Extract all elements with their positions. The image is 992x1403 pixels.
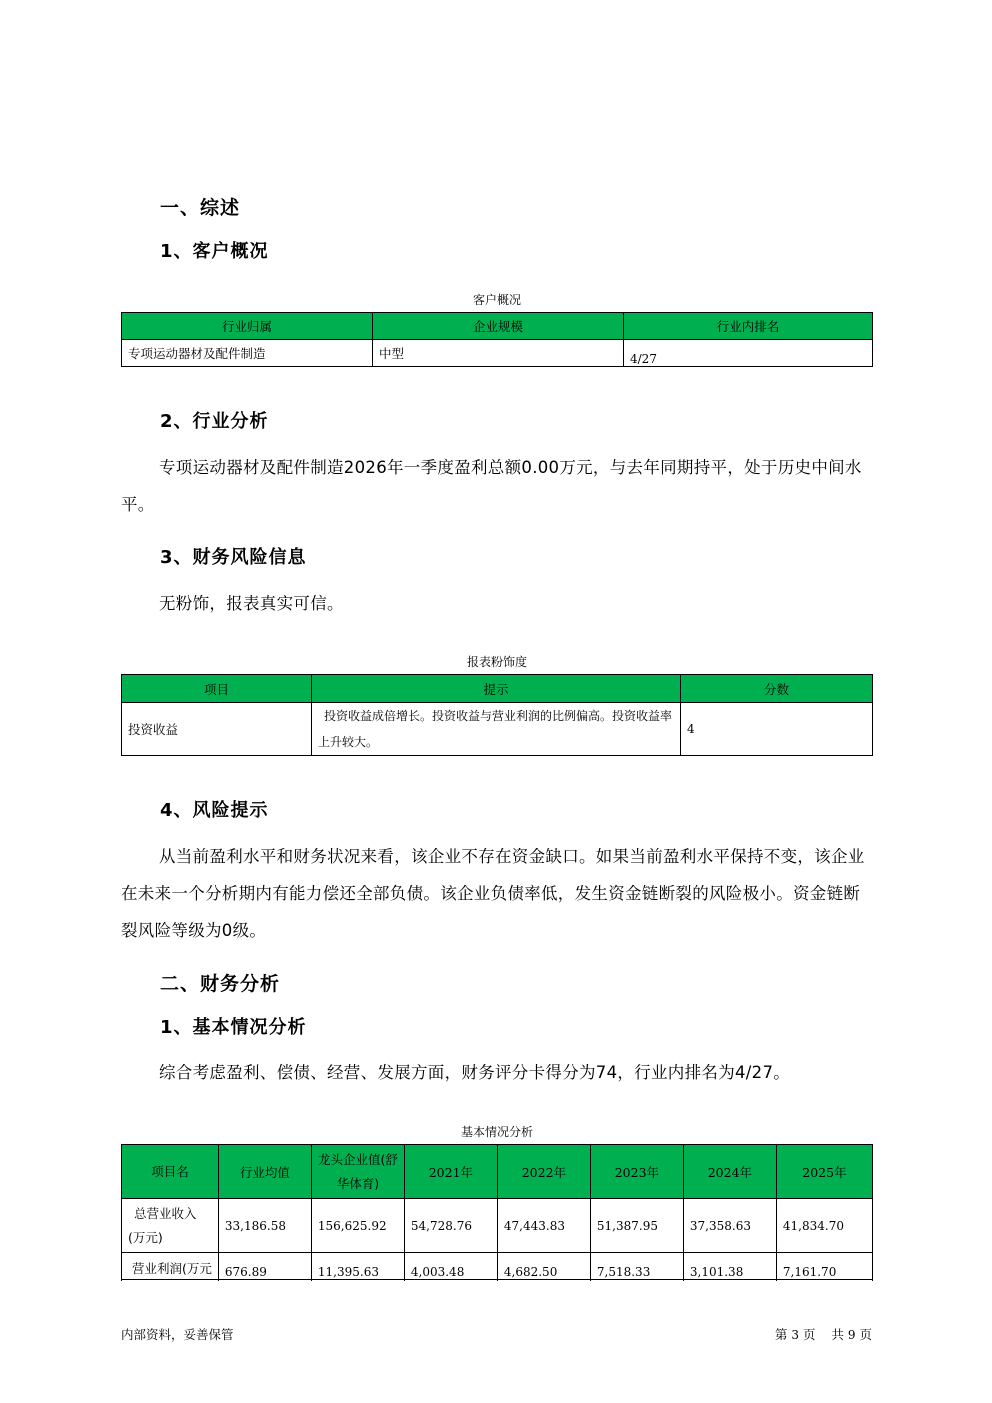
table-cell-value: 4,003.48 bbox=[404, 1253, 497, 1282]
table-caption-window-dressing: 报表粉饰度 bbox=[466, 655, 527, 669]
basic-analysis-table-clip bbox=[121, 1144, 874, 1281]
page-label-mid: 页 共 bbox=[802, 1327, 844, 1342]
page-current: 3 bbox=[791, 1328, 799, 1342]
table-cell-value: 54,728.76 bbox=[404, 1199, 497, 1253]
table-caption-customer: 客户概况 bbox=[472, 293, 521, 307]
table-cell-scale: 中型 bbox=[373, 340, 624, 367]
table-row-label: 总营业收入(万元) bbox=[122, 1199, 219, 1253]
subsection-title-risk-warning: 4、风险提示 bbox=[160, 800, 269, 821]
table-cell-industry: 专项运动器材及配件制造 bbox=[122, 340, 373, 367]
table-header-cell: 分数 bbox=[681, 675, 873, 703]
subsection-title-risk-info: 3、财务风险信息 bbox=[160, 547, 307, 568]
table-header-cell: 行业归属 bbox=[122, 313, 373, 340]
table-cell-value: 7,518.33 bbox=[590, 1253, 683, 1282]
section-title-overview: 一、综述 bbox=[160, 197, 241, 219]
table-bottom-border bbox=[121, 1279, 873, 1280]
table-cell-value: 4,682.50 bbox=[497, 1253, 590, 1282]
table-header-cell: 企业规模 bbox=[373, 313, 624, 340]
table-cell-value: 47,443.83 bbox=[497, 1199, 590, 1253]
table-caption-basic: 基本情况分析 bbox=[460, 1125, 533, 1139]
table-cell-item: 投资收益 bbox=[122, 703, 312, 756]
table-cell-value: 37,358.63 bbox=[683, 1199, 776, 1253]
table-header-cell: 2024年 bbox=[683, 1145, 776, 1199]
basic-analysis-table bbox=[121, 1144, 873, 1281]
table-cell-value: 156,625.92 bbox=[311, 1199, 404, 1253]
subsection-title-basic: 1、基本情况分析 bbox=[160, 1017, 307, 1038]
table-cell-score: 4 bbox=[681, 703, 873, 756]
window-dressing-table bbox=[121, 674, 873, 756]
table-header-cell: 2023年 bbox=[590, 1145, 683, 1199]
subsection-title-industry: 2、行业分析 bbox=[160, 411, 269, 432]
table-cell-value: 676.89 bbox=[218, 1253, 311, 1282]
table-header-cell: 项目 bbox=[122, 675, 312, 703]
table-cell-value: 3,101.38 bbox=[683, 1253, 776, 1282]
footer-page-number bbox=[775, 1325, 872, 1343]
table-cell-value: 7,161.70 bbox=[776, 1253, 872, 1282]
table-header-cell: 2022年 bbox=[497, 1145, 590, 1199]
table-cell-hint: 投资收益成倍增长。投资收益与营业利润的比例偏高。投资收益率上升较大。 bbox=[312, 703, 681, 756]
risk-info-text: 无粉饰，报表真实可信。 bbox=[159, 594, 344, 613]
subsection-title-customer: 1、客户概况 bbox=[160, 241, 269, 262]
table-cell-value: 33,186.58 bbox=[218, 1199, 311, 1253]
table-cell-value: 41,834.70 bbox=[776, 1199, 872, 1253]
industry-analysis-text: 专项运动器材及配件制造2026年一季度盈利总额0.00万元，与去年同期持平，处于历史中间水平。 bbox=[121, 458, 862, 514]
risk-warning-text: 从当前盈利水平和财务状况来看，该企业不存在资金缺口。如果当前盈利水平保持不变，该企业在未来一个分析期内有能力偿还全部负债。该企业负债率低，发生资金链断裂的风险极小。资金链断裂风险等级为0级。 bbox=[121, 847, 865, 940]
footer-confidential-note: 内部资料，妥善保管 bbox=[121, 1327, 234, 1342]
table-header-cell: 2021年 bbox=[404, 1145, 497, 1199]
table-header-cell: 项目名 bbox=[122, 1145, 219, 1199]
table-header-cell: 龙头企业值(舒华体育) bbox=[311, 1145, 404, 1199]
page-total: 9 bbox=[847, 1328, 856, 1342]
customer-overview-table bbox=[121, 312, 873, 367]
table-header-cell: 2025年 bbox=[776, 1145, 872, 1199]
table-cell-rank: 4/27 bbox=[624, 340, 873, 367]
section-title-financial: 二、财务分析 bbox=[160, 973, 281, 995]
table-header-cell: 行业内排名 bbox=[624, 313, 873, 340]
table-row-label: 营业利润(万元 bbox=[122, 1253, 219, 1282]
table-cell-value: 51,387.95 bbox=[590, 1199, 683, 1253]
table-header-cell: 提示 bbox=[312, 675, 681, 703]
table-header-cell: 行业均值 bbox=[218, 1145, 311, 1199]
page-label-post: 页 bbox=[859, 1327, 872, 1342]
table-cell-value: 11,395.63 bbox=[311, 1253, 404, 1282]
page-label-pre: 第 bbox=[774, 1327, 788, 1342]
basic-analysis-text: 综合考虑盈利、偿债、经营、发展方面，财务评分卡得分为74，行业内排名为4/27。 bbox=[159, 1063, 791, 1082]
